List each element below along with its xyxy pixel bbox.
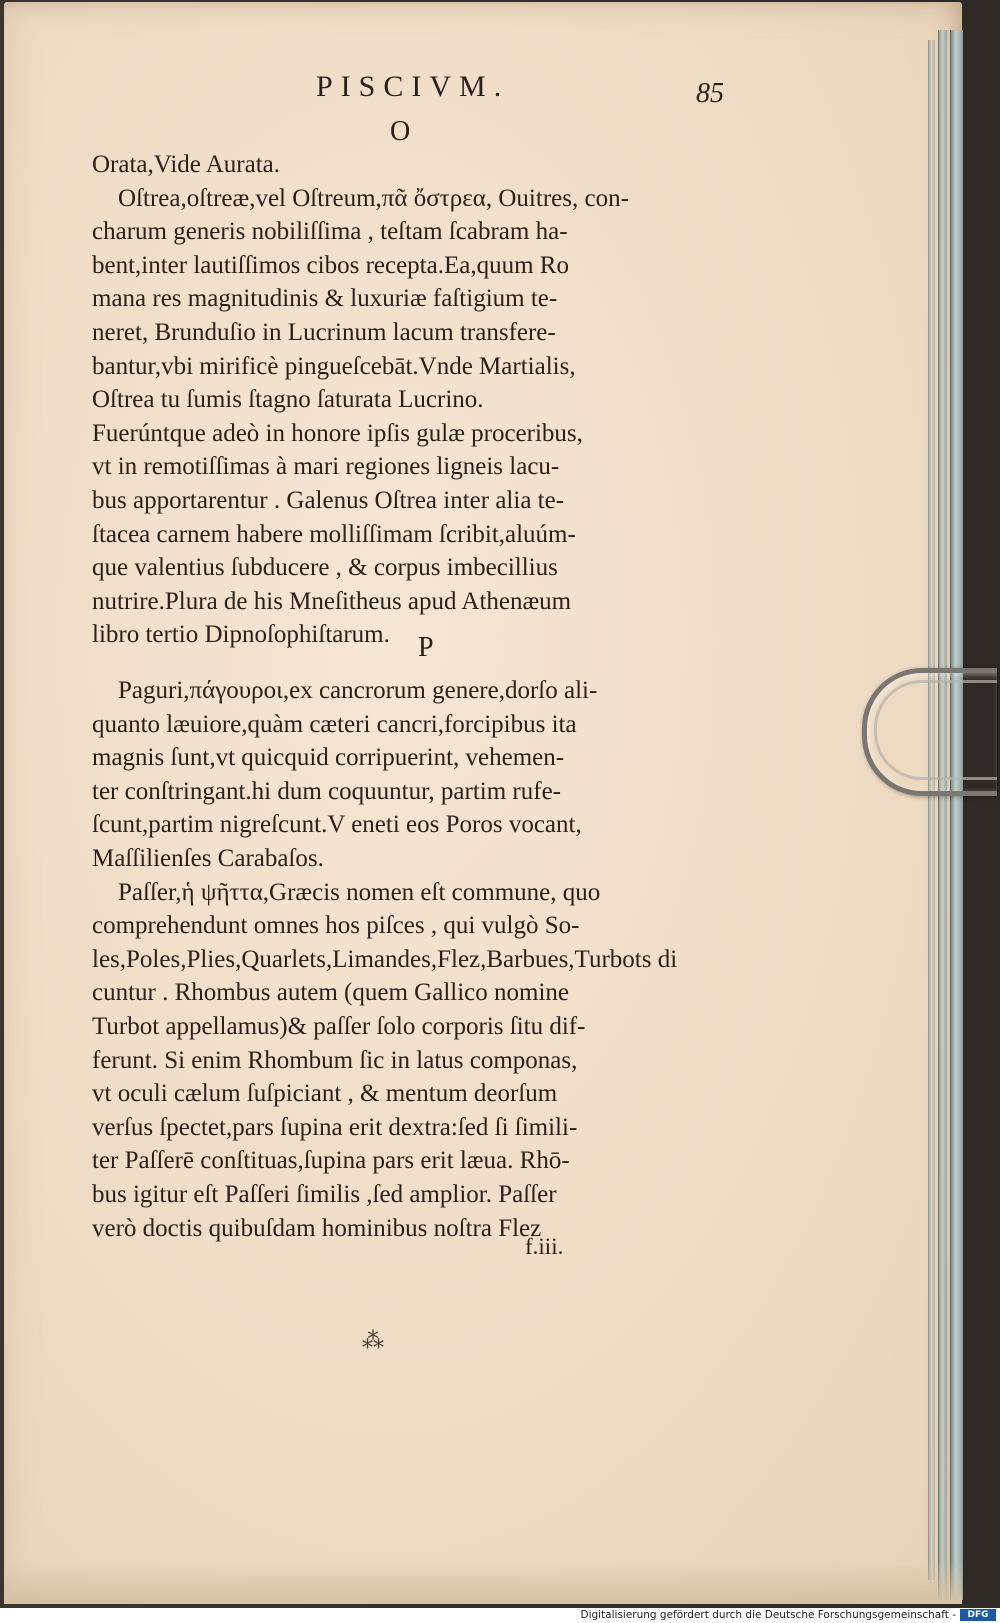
text-line: comprehendunt omnes hos piſces , qui vulgò So- — [92, 912, 580, 940]
text-line: que valentius ſubducere , & corpus imbecillius — [92, 554, 558, 582]
text-line: les,Poles,Plies,Quarlets,Limandes,Flez,Barbues,Turbots di — [92, 945, 678, 973]
page-number: 85 — [696, 78, 724, 109]
running-head: PISCIVM. — [316, 70, 510, 103]
text-line: Maſſilienſes Carabaſos. — [92, 844, 324, 872]
text-line: ferunt. Si enim Rhombum ſic in latus componas, — [92, 1046, 578, 1074]
text-line: verò doctis quibuſdam hominibus noſtra Flez — [92, 1214, 542, 1242]
text-line: vt oculi cælum ſuſpiciant , & mentum deorſum — [92, 1080, 558, 1108]
text-line: Oſtrea tu ſumis ſtagno ſaturata Lucrino. — [92, 386, 484, 414]
text-line: magnis ſunt,vt quicquid corripuerint, vehemen- — [92, 744, 565, 772]
text-line: Fuerúntque adeò in honore ipſis gulæ proceribus, — [92, 419, 583, 447]
text-line: cuntur . Rhombus autem (quem Gallico nomine — [92, 979, 569, 1007]
text-line: ſcunt,partim nigreſcunt.V eneti eos Poros vocant, — [92, 811, 582, 839]
printer-signature: f.iii. — [525, 1234, 564, 1259]
section-letter-p: P — [418, 632, 434, 663]
text-line: verſus ſpectet,pars ſupina erit dextra:ſed ſi ſimili- — [92, 1113, 578, 1141]
text-line: neret, Brunduſio in Lucrinum lacum transfere- — [92, 318, 556, 346]
text-line: Paſſer,ἡ ψῆττα,Græcis nomen eſt commune, quo — [118, 878, 601, 906]
text-line: Oſtrea,oſtreæ,vel Oſtreum,πᾶ ὄστρεα, Ouitres, con- — [118, 184, 629, 212]
text-line: Orata,Vide Aurata. — [92, 151, 281, 178]
text-line: bus apportarentur . Galenus Oſtrea inter alia te- — [92, 486, 565, 514]
text-line: libro tertio Dipnoſophiſtarum. — [92, 621, 390, 649]
text-line: ſtacea carnem habere molliſſimam ſcribit,aluúm- — [92, 520, 576, 548]
text-line: mana res magnitudinis & luxuriæ faſtigium te- — [92, 285, 558, 313]
text-line: Turbot appellamus)& paſſer ſolo corporis ſitu dif- — [92, 1012, 586, 1040]
page-clip-inner — [874, 680, 997, 780]
book-edge — [928, 40, 935, 1580]
text-line: charum generis nobiliſſima , teſtam ſcabram ha- — [92, 218, 568, 246]
text-line: bus igitur eſt Paſſeri ſimilis ,ſed amplior. Paſſer — [92, 1180, 557, 1208]
page-bottom-shade — [4, 1560, 962, 1604]
text-line: bent,inter lautiſſimos cibos recepta.Ea,quum Ro — [92, 251, 569, 279]
section-p-text — [92, 674, 712, 1245]
text-line: vt in remotiſſimas à mari regiones ligneis lacu- — [92, 453, 560, 481]
dfg-logo: DFG — [960, 1609, 996, 1621]
text-line: quanto læuiore,quàm cæteri cancri,forcipibus ita — [92, 710, 577, 738]
text-line: nutrire.Plura de his Mneſitheus apud Athenæum — [92, 587, 572, 615]
text-line: ter conſtringant.hi dum coquuntur, partim rufe- — [92, 777, 562, 805]
text-line: bantur,vbi mirificè pingueſcebāt.Vnde Martialis, — [92, 352, 576, 380]
ink-mark: ⁂ — [362, 1328, 384, 1353]
section-letter-o: O — [390, 116, 411, 147]
book-edge — [950, 30, 963, 1600]
text-line: Paguri,πάγουροι,ex cancrorum genere,dorſo ali- — [118, 677, 598, 704]
section-o-text — [92, 148, 712, 652]
book-edge — [938, 30, 947, 1600]
digitization-credit: Digitalisierung gefördert durch die Deutsche Forschungsgemeinschaft - — [580, 1609, 956, 1621]
text-line: ter Paſſerē conſtituas,ſupina pars erit læua. Rhō- — [92, 1147, 570, 1175]
